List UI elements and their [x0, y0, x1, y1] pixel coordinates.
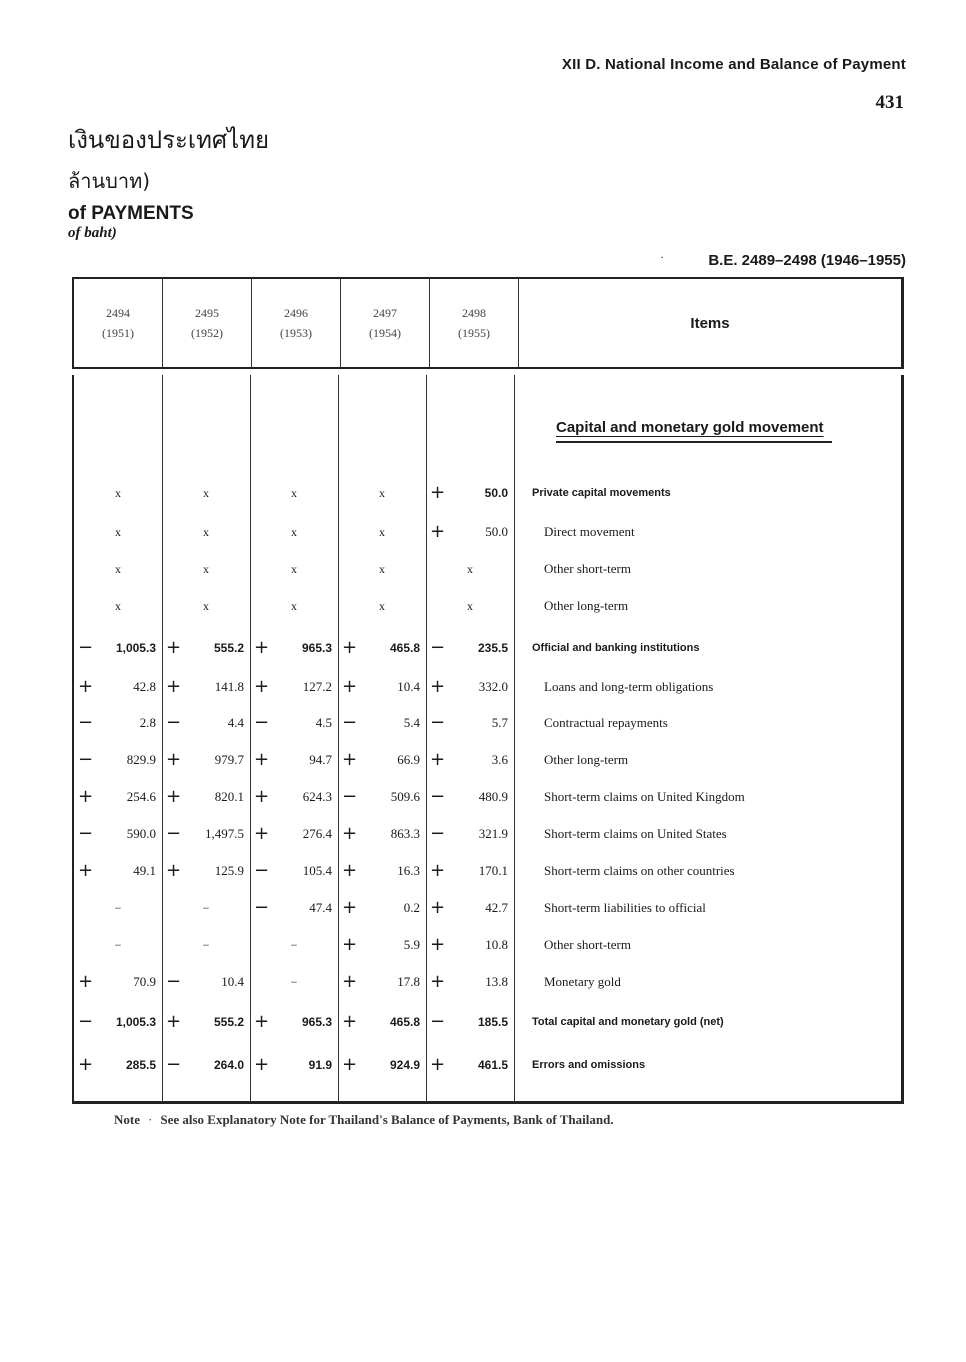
table-row — [74, 1053, 901, 1077]
note-separator: · — [148, 1112, 153, 1127]
table-cell — [338, 481, 426, 505]
table-cell — [250, 785, 338, 809]
cell-value: 49.1 — [133, 863, 156, 878]
sign: + — [342, 860, 358, 881]
sign: + — [78, 860, 94, 881]
cell-value: 1,005.3 — [115, 1015, 156, 1029]
table-cell — [426, 748, 514, 772]
table-cell — [74, 1053, 162, 1077]
table-cell — [162, 748, 250, 772]
sign: + — [254, 1011, 270, 1032]
balance-table — [72, 277, 904, 1104]
cell-value: 91.9 — [308, 1058, 332, 1072]
cell-value: 321.9 — [478, 826, 508, 841]
cell-value: x — [203, 525, 209, 539]
table-cell — [426, 785, 514, 809]
cell-value: 10.4 — [397, 679, 420, 694]
cell-value: 1,497.5 — [205, 826, 244, 841]
cell-value: 480.9 — [478, 789, 508, 804]
year-be: 2498 — [462, 306, 486, 320]
sign: − — [430, 823, 446, 844]
table-cell — [250, 711, 338, 735]
row-label: Short-term claims on other countries — [544, 863, 735, 878]
cell-value: 50.0 — [485, 524, 508, 539]
table-cell — [74, 822, 162, 846]
cell-value: 105.4 — [302, 863, 332, 878]
sign: + — [254, 786, 270, 807]
table-cell — [338, 933, 426, 957]
cell-value: x — [379, 525, 385, 539]
sign: + — [342, 1011, 358, 1032]
running-header: XII D. National Income and Balance of Payment — [561, 56, 906, 73]
cell-value: x — [467, 599, 473, 613]
cell-value: 13.8 — [485, 974, 508, 989]
sign: + — [342, 823, 358, 844]
cell-value: x — [379, 562, 385, 576]
table-cell — [74, 896, 162, 920]
cell-value: 924.9 — [389, 1058, 420, 1072]
table-cell — [74, 859, 162, 883]
cell-value: 4.4 — [227, 715, 244, 730]
table-cell — [338, 859, 426, 883]
table-cell — [162, 1010, 250, 1034]
table-row — [74, 896, 901, 920]
table-body — [72, 375, 904, 1101]
cell-value: x — [115, 562, 121, 576]
table-cell — [162, 557, 250, 581]
table-cell — [250, 1053, 338, 1077]
sign: + — [166, 860, 182, 881]
cell-value: 555.2 — [213, 641, 244, 655]
table-cell — [74, 1010, 162, 1034]
table-cell — [162, 933, 250, 957]
cell-value: x — [379, 599, 385, 613]
table-row — [74, 859, 901, 883]
cell-value: x — [379, 486, 385, 500]
table-cell — [162, 636, 250, 660]
cell-value: x — [291, 562, 297, 576]
cell-value: 2.8 — [139, 715, 156, 730]
table-row — [74, 636, 901, 660]
cell-value: 10.4 — [221, 974, 244, 989]
page-number: 431 — [875, 92, 904, 113]
column-header-row — [72, 279, 904, 369]
cell-value: 465.8 — [389, 641, 420, 655]
table-cell — [250, 933, 338, 957]
row-label: Private capital movements — [532, 487, 671, 499]
table-cell — [338, 520, 426, 544]
sign: − — [254, 897, 270, 918]
cell-value: 5.4 — [403, 715, 420, 730]
table-cell — [426, 896, 514, 920]
cell-value: 465.8 — [389, 1015, 420, 1029]
cell-value: 820.1 — [214, 789, 244, 804]
cell-value: 461.5 — [477, 1058, 508, 1072]
cell-value: 254.6 — [126, 789, 156, 804]
cell-value: 42.7 — [485, 900, 508, 915]
table-cell — [250, 822, 338, 846]
cell-value: x — [115, 599, 121, 613]
sign: − — [430, 786, 446, 807]
cell-value: 125.9 — [214, 863, 244, 878]
cell-value: − — [202, 938, 210, 952]
table-cell — [250, 636, 338, 660]
sign: + — [78, 786, 94, 807]
table-cell — [162, 594, 250, 618]
cell-value: x — [115, 486, 121, 500]
table-row — [74, 675, 901, 699]
note-text: See also Explanatory Note for Thailand's Balance of Payments, Bank of Thailand. — [160, 1112, 614, 1127]
sign: − — [166, 1054, 182, 1075]
sign: − — [430, 1011, 446, 1032]
year-ce: (1951) — [102, 326, 134, 340]
sign: − — [78, 637, 94, 658]
cell-value: 829.9 — [126, 752, 156, 767]
sign: + — [342, 934, 358, 955]
cell-value: 17.8 — [397, 974, 420, 989]
sign: + — [254, 637, 270, 658]
thai-title: เงินของประเทศไทย — [68, 126, 270, 154]
sign: + — [430, 971, 446, 992]
cell-value: x — [203, 599, 209, 613]
table-cell — [74, 970, 162, 994]
table-cell — [162, 859, 250, 883]
year-be: 2497 — [373, 306, 397, 320]
cell-value: 965.3 — [301, 641, 332, 655]
table-cell — [74, 481, 162, 505]
table-cell — [250, 520, 338, 544]
table-cell — [426, 822, 514, 846]
sign: − — [342, 786, 358, 807]
sign: − — [78, 749, 94, 770]
english-title: of PAYMENTS — [68, 203, 194, 224]
table-cell — [426, 970, 514, 994]
note-label: Note — [114, 1112, 140, 1127]
section-rule — [556, 441, 832, 443]
year-header-1954 — [341, 279, 430, 367]
year-header-1953 — [252, 279, 341, 367]
sign: + — [166, 749, 182, 770]
row-label: Contractual repayments — [544, 715, 668, 730]
cell-value: 332.0 — [478, 679, 508, 694]
table-cell — [74, 675, 162, 699]
stray-mark: · — [660, 250, 664, 264]
table-cell — [74, 557, 162, 581]
sign: − — [430, 637, 446, 658]
table-cell — [250, 859, 338, 883]
table-cell — [162, 711, 250, 735]
row-label: Other long-term — [544, 598, 629, 613]
table-cell — [338, 1053, 426, 1077]
table-cell — [338, 711, 426, 735]
table-cell — [426, 594, 514, 618]
table-bottom-rule — [72, 1101, 904, 1104]
table-cell — [162, 822, 250, 846]
year-ce: (1953) — [280, 326, 312, 340]
table-cell — [338, 970, 426, 994]
sign: − — [78, 823, 94, 844]
table-cell — [338, 557, 426, 581]
cell-value: 264.0 — [213, 1058, 244, 1072]
table-cell — [74, 785, 162, 809]
year-header-1952 — [163, 279, 252, 367]
sign: + — [166, 637, 182, 658]
cell-value: 16.3 — [397, 863, 420, 878]
table-cell — [426, 711, 514, 735]
table-cell — [250, 970, 338, 994]
table-cell — [338, 1010, 426, 1034]
table-cell — [338, 896, 426, 920]
table-cell — [74, 594, 162, 618]
cell-value: x — [291, 486, 297, 500]
cell-value: x — [115, 525, 121, 539]
table-cell — [338, 748, 426, 772]
table-cell — [426, 1010, 514, 1034]
table-cell — [162, 520, 250, 544]
cell-value: − — [114, 901, 122, 915]
cell-value: 285.5 — [125, 1058, 156, 1072]
cell-value: 0.2 — [403, 900, 420, 915]
cell-value: 10.8 — [485, 937, 508, 952]
table-row — [74, 481, 901, 505]
sign: − — [166, 823, 182, 844]
sign: + — [254, 749, 270, 770]
table-cell — [338, 675, 426, 699]
sign: + — [430, 1054, 446, 1075]
table-cell — [426, 675, 514, 699]
year-be: 2496 — [284, 306, 308, 320]
cell-value: 624.3 — [302, 789, 332, 804]
sign: + — [166, 786, 182, 807]
cell-value: 4.5 — [315, 715, 332, 730]
cell-value: − — [290, 938, 298, 952]
cell-value: 94.7 — [309, 752, 332, 767]
row-label: Other long-term — [544, 752, 629, 767]
table-cell — [162, 675, 250, 699]
table-cell — [74, 711, 162, 735]
cell-value: x — [203, 562, 209, 576]
cell-value: 5.9 — [403, 937, 420, 952]
title-block — [68, 120, 269, 242]
row-label: Short-term claims on United Kingdom — [544, 789, 745, 804]
sign: + — [342, 676, 358, 697]
cell-value: x — [203, 486, 209, 500]
sign: + — [254, 1054, 270, 1075]
table-cell — [162, 481, 250, 505]
english-subtitle: of baht) — [68, 225, 117, 241]
sign: + — [342, 749, 358, 770]
cell-value: 50.0 — [484, 486, 508, 500]
sign: + — [430, 897, 446, 918]
cell-value: 3.6 — [491, 752, 508, 767]
footnote — [114, 1112, 614, 1128]
year-ce: (1955) — [458, 326, 490, 340]
row-label: Total capital and monetary gold (net) — [532, 1016, 724, 1028]
table-cell — [338, 594, 426, 618]
row-label: Short-term claims on United States — [544, 826, 727, 841]
sign: − — [166, 971, 182, 992]
cell-value: − — [202, 901, 210, 915]
year-ce: (1954) — [369, 326, 401, 340]
cell-value: 509.6 — [390, 789, 420, 804]
sign: + — [342, 637, 358, 658]
table-cell — [250, 896, 338, 920]
table-cell — [162, 785, 250, 809]
row-label: Other short-term — [544, 937, 632, 952]
cell-value: 141.8 — [214, 679, 244, 694]
sign: + — [430, 482, 446, 503]
sign: − — [166, 712, 182, 733]
table-row — [74, 1010, 901, 1034]
sign: + — [430, 749, 446, 770]
table-row — [74, 933, 901, 957]
table-cell — [74, 933, 162, 957]
sign: + — [430, 521, 446, 542]
table-cell — [426, 1053, 514, 1077]
sign: + — [166, 1011, 182, 1032]
table-cell — [74, 520, 162, 544]
cell-value: 47.4 — [309, 900, 332, 915]
sign: + — [254, 823, 270, 844]
table-cell — [338, 636, 426, 660]
items-header: Items — [690, 314, 730, 332]
row-label: Other short-term — [544, 561, 632, 576]
year-header-1951 — [74, 279, 163, 367]
cell-value: 863.3 — [390, 826, 420, 841]
sign: + — [342, 971, 358, 992]
sign: − — [254, 712, 270, 733]
year-be: 2494 — [106, 306, 130, 320]
table-cell — [250, 675, 338, 699]
row-label: Official and banking institutions — [532, 642, 700, 654]
table-row — [74, 970, 901, 994]
table-cell — [426, 557, 514, 581]
table-row — [74, 557, 901, 581]
period-label: B.E. 2489–2498 (1946–1955) — [708, 252, 906, 269]
cell-value: 555.2 — [213, 1015, 244, 1029]
year-header-1955 — [430, 279, 519, 367]
cell-value: 276.4 — [302, 826, 332, 841]
year-be: 2495 — [195, 306, 219, 320]
table-cell — [426, 636, 514, 660]
table-cell — [426, 933, 514, 957]
sign: + — [78, 1054, 94, 1075]
row-label: Monetary gold — [544, 974, 621, 989]
table-cell — [74, 748, 162, 772]
sign: + — [78, 971, 94, 992]
sign: − — [430, 712, 446, 733]
table-cell — [250, 557, 338, 581]
table-row — [74, 748, 901, 772]
cell-value: 185.5 — [477, 1015, 508, 1029]
table-cell — [250, 594, 338, 618]
table-row — [74, 594, 901, 618]
table-cell — [74, 636, 162, 660]
sign: + — [166, 676, 182, 697]
table-cell — [162, 896, 250, 920]
cell-value: − — [114, 938, 122, 952]
table-cell — [426, 481, 514, 505]
table-cell — [338, 822, 426, 846]
cell-value: x — [291, 525, 297, 539]
thai-subtitle: ล้านบาท) — [68, 169, 151, 193]
table-cell — [426, 859, 514, 883]
sign: + — [430, 676, 446, 697]
table-cell — [250, 1010, 338, 1034]
table-row — [74, 711, 901, 735]
sign: + — [342, 897, 358, 918]
table-cell — [162, 970, 250, 994]
cell-value: 127.2 — [302, 679, 332, 694]
cell-value: 66.9 — [397, 752, 420, 767]
cell-value: 42.8 — [133, 679, 156, 694]
table-row — [74, 822, 901, 846]
cell-value: 235.5 — [477, 641, 508, 655]
sign: + — [430, 934, 446, 955]
sign: + — [254, 676, 270, 697]
cell-value: x — [291, 599, 297, 613]
row-label: Loans and long-term obligations — [544, 679, 714, 694]
row-label: Short-term liabilities to official — [544, 900, 706, 915]
cell-value: 170.1 — [478, 863, 508, 878]
table-cell — [250, 481, 338, 505]
cell-value: 590.0 — [126, 826, 156, 841]
sign: + — [78, 676, 94, 697]
cell-value: − — [290, 975, 298, 989]
table-cell — [162, 1053, 250, 1077]
row-label: Direct movement — [544, 524, 635, 539]
cell-value: x — [467, 562, 473, 576]
cell-value: 5.7 — [491, 715, 508, 730]
year-ce: (1952) — [191, 326, 223, 340]
cell-value: 1,005.3 — [115, 641, 156, 655]
section-title: Capital and monetary gold movement — [556, 419, 824, 436]
table-row — [74, 785, 901, 809]
cell-value: 965.3 — [301, 1015, 332, 1029]
table-cell — [426, 520, 514, 544]
sign: + — [430, 860, 446, 881]
cell-value: 70.9 — [133, 974, 156, 989]
sign: − — [78, 1011, 94, 1032]
table-cell — [250, 748, 338, 772]
table-row — [74, 520, 901, 544]
cell-value: 979.7 — [214, 752, 244, 767]
table-cell — [338, 785, 426, 809]
sign: − — [342, 712, 358, 733]
sign: + — [342, 1054, 358, 1075]
row-label: Errors and omissions — [532, 1059, 646, 1071]
sign: − — [254, 860, 270, 881]
sign: − — [78, 712, 94, 733]
